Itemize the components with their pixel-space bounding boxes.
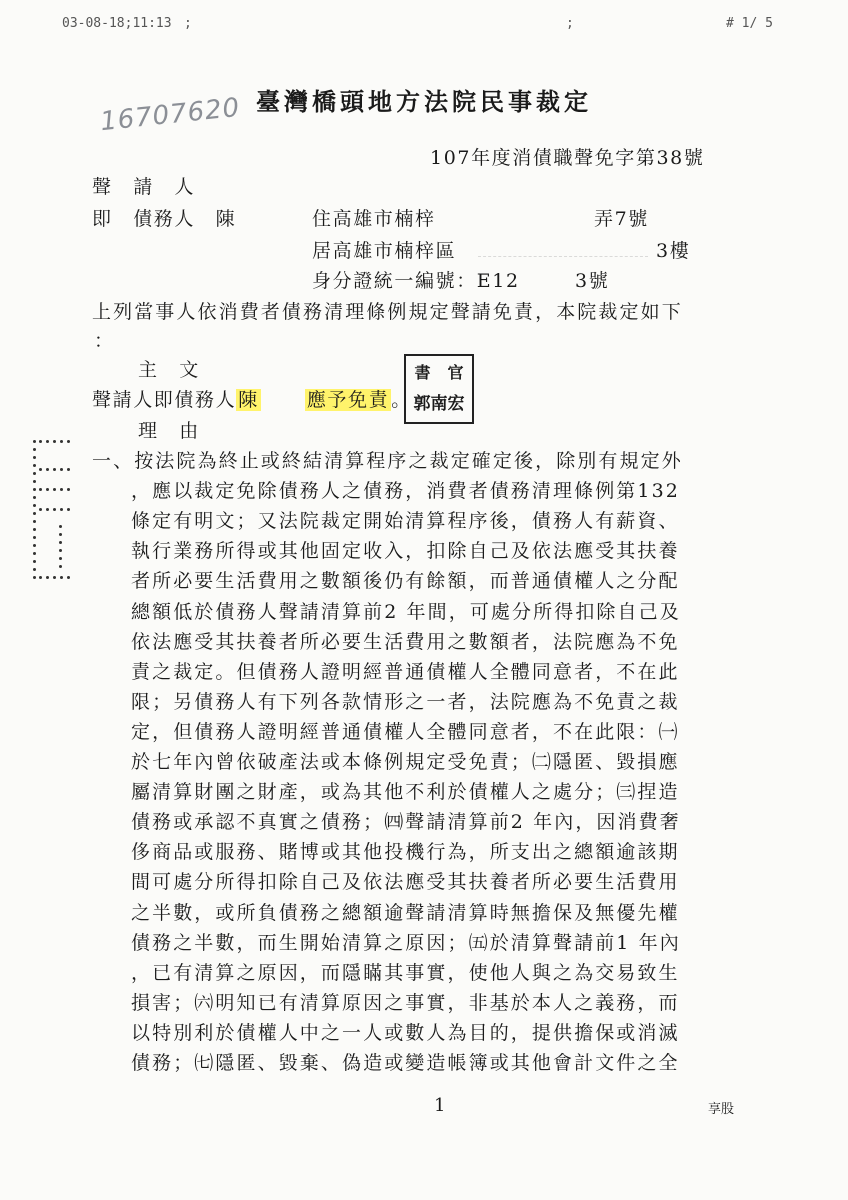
fax-separator: ; bbox=[566, 16, 574, 31]
reason-line: 總額低於債務人聲請清算前2 年間，可處分所得扣除自己及 bbox=[131, 600, 681, 623]
binding-hole-dot bbox=[59, 565, 62, 568]
id-number-tail: 3號 bbox=[575, 270, 610, 292]
intro-line: 上列當事人依消費者債務清理條例規定聲請免責，本院裁定如下 bbox=[92, 301, 683, 323]
binding-hole-dot bbox=[59, 525, 62, 528]
reason-line: 者所必要生活費用之數額後仍有餘額，而普通債權人之分配 bbox=[131, 570, 680, 593]
staff-mark: 享股 bbox=[708, 1102, 735, 1117]
binding-hole-dot bbox=[59, 533, 62, 536]
binding-hole-dot bbox=[46, 440, 49, 443]
reason-line: 間可處分所得扣除自己及依法應受其扶養者所必要生活費用 bbox=[131, 871, 680, 894]
reason-line: 之半數，或所負債務之總額逾聲請清算時無擔保及無優先權 bbox=[131, 901, 680, 924]
reason-line: 責之裁定。但債務人證明經普通債權人全體同意者，不在此 bbox=[131, 660, 680, 683]
reason-line: 定，但債務人證明經普通債權人全體同意者，不在此限：㈠ bbox=[131, 720, 680, 743]
main-heading: 主 文 bbox=[138, 359, 200, 381]
binding-hole-dot bbox=[53, 468, 56, 471]
binding-hole-dot bbox=[53, 488, 56, 491]
binding-hole-dot bbox=[33, 488, 36, 491]
document-title: 臺灣橋頭地方法院民事裁定 bbox=[256, 87, 592, 116]
binding-hole-dot bbox=[33, 512, 36, 515]
stamp-char: 官 bbox=[447, 363, 464, 382]
fax-page-indicator: # 1/ 5 bbox=[726, 16, 773, 31]
reason-line: ，應以裁定免除債務人之債務，消費者債務清理條例第132 bbox=[131, 480, 680, 503]
binding-hole-dot bbox=[60, 468, 63, 471]
binding-hole-dot bbox=[60, 576, 63, 579]
binding-hole-dot bbox=[53, 508, 56, 511]
binding-hole-dot bbox=[33, 528, 36, 531]
binding-hole-dot bbox=[33, 576, 36, 579]
binding-hole-dot bbox=[33, 552, 36, 555]
binding-hole-dot bbox=[53, 576, 56, 579]
binding-hole-dot bbox=[33, 560, 36, 563]
binding-hole-dot bbox=[33, 544, 36, 547]
binding-hole-dot bbox=[67, 508, 70, 511]
binding-hole-dot bbox=[46, 576, 49, 579]
binding-hole-dot bbox=[33, 448, 36, 451]
binding-hole-dot bbox=[33, 568, 36, 571]
binding-hole-dot bbox=[60, 440, 63, 443]
reason-line: 一、按法院為終止或終結清算程序之裁定確定後，除別有規定外 bbox=[92, 450, 683, 472]
reason-line: 執行業務所得或其他固定收入，扣除自己及依法應受其扶養 bbox=[131, 540, 680, 563]
binding-hole-dot bbox=[59, 557, 62, 560]
binding-hole-dot bbox=[67, 468, 70, 471]
binding-hole-dot bbox=[60, 508, 63, 511]
intro-line: ： bbox=[94, 330, 116, 352]
binding-hole-dot bbox=[67, 576, 70, 579]
binding-hole-dot bbox=[53, 440, 56, 443]
binding-hole-dot bbox=[67, 488, 70, 491]
stamp-char: 郭南宏 bbox=[413, 394, 465, 414]
reason-line: 債務；㈦隱匿、毀棄、偽造或變造帳簿或其他會計文件之全 bbox=[131, 1052, 680, 1074]
ruling-result: 應予免責 bbox=[306, 389, 390, 411]
binding-hole-dot bbox=[59, 549, 62, 552]
reason-line: 依法應受其扶養者所必要生活費用之數額者，法院應為不免 bbox=[131, 630, 680, 653]
ruling-prefix: 聲請人即債務人 bbox=[92, 389, 237, 411]
fax-separator: ; bbox=[184, 16, 192, 31]
id-number: 身分證統一編號：E12 bbox=[312, 270, 520, 292]
clerk-seal-stamp bbox=[404, 354, 474, 424]
binding-hole-dot bbox=[33, 464, 36, 467]
binding-hole-dot bbox=[33, 472, 36, 475]
fax-datetime: 03-08-18;11:13 bbox=[62, 16, 172, 31]
reason-line: ，已有清算之原因，而隱瞞其事實，使他人與之為交易致生 bbox=[131, 961, 680, 984]
address-residence-tail: 弄7號 bbox=[594, 208, 649, 230]
binding-hole-dot bbox=[67, 440, 70, 443]
ruling-name: 陳 bbox=[238, 389, 259, 411]
reason-line: 條定有明文；又法院裁定開始清算程序後，債務人有薪資、 bbox=[131, 510, 680, 533]
page-number: 1 bbox=[434, 1095, 446, 1116]
binding-hole-dot bbox=[59, 541, 62, 544]
reason-line: 於七年內曾依破產法或本條例規定受免責；㈡隱匿、毀損應 bbox=[131, 751, 680, 773]
binding-hole-dot bbox=[39, 576, 42, 579]
binding-hole-dot bbox=[46, 468, 49, 471]
binding-hole-dot bbox=[33, 504, 36, 507]
binding-hole-dot bbox=[33, 440, 36, 443]
reason-line: 限；另債務人有下列各款情形之一者，法院應為不免責之裁 bbox=[131, 690, 680, 713]
case-number: 107年度消債職聲免字第38號 bbox=[430, 147, 705, 169]
address-dwelling: 居高雄市楠梓區 bbox=[312, 240, 457, 262]
redaction-mark bbox=[478, 238, 648, 257]
binding-hole-dot bbox=[33, 520, 36, 523]
reason-line: 侈商品或服務、賭博或其他投機行為，所支出之總額逾該期 bbox=[131, 841, 680, 864]
binding-hole-dot bbox=[39, 508, 42, 511]
binding-hole-dot bbox=[46, 508, 49, 511]
applicant-label: 聲 請 人 bbox=[92, 176, 196, 198]
binding-hole-dot bbox=[33, 496, 36, 499]
binding-hole-dot bbox=[39, 488, 42, 491]
binding-hole-dot bbox=[60, 488, 63, 491]
debtor-label: 即 債務人 陳 bbox=[92, 208, 237, 230]
ruling-text bbox=[92, 385, 412, 412]
stamp-char: 書 bbox=[414, 363, 431, 382]
address-residence: 住高雄市楠梓 bbox=[312, 208, 436, 230]
reason-heading: 理 由 bbox=[138, 420, 200, 442]
binding-hole-dot bbox=[39, 440, 42, 443]
handwritten-number: 16707620 bbox=[98, 92, 242, 138]
reason-line: 債務或承認不真實之債務；㈣聲請清算前2 年內，因消費奢 bbox=[131, 811, 681, 834]
reason-line: 債務之半數，而生開始清算之原因；㈤於清算聲請前1 年內 bbox=[131, 931, 681, 954]
binding-hole-dot bbox=[33, 456, 36, 459]
reason-line: 屬清算財團之財產，或為其他不利於債權人之處分；㈢捏造 bbox=[131, 781, 680, 804]
reason-line: 損害；㈥明知已有清算原因之事實，非基於本人之義務，而 bbox=[131, 991, 680, 1014]
binding-hole-dot bbox=[46, 488, 49, 491]
reason-line: 以特別利於債權人中之一人或數人為目的，提供擔保或消滅 bbox=[131, 1021, 680, 1044]
address-dwelling-tail: 3樓 bbox=[656, 240, 691, 262]
binding-hole-dot bbox=[33, 480, 36, 483]
ruling-end: 。 bbox=[391, 389, 412, 411]
binding-hole-dot bbox=[33, 536, 36, 539]
binding-hole-dot bbox=[39, 468, 42, 471]
